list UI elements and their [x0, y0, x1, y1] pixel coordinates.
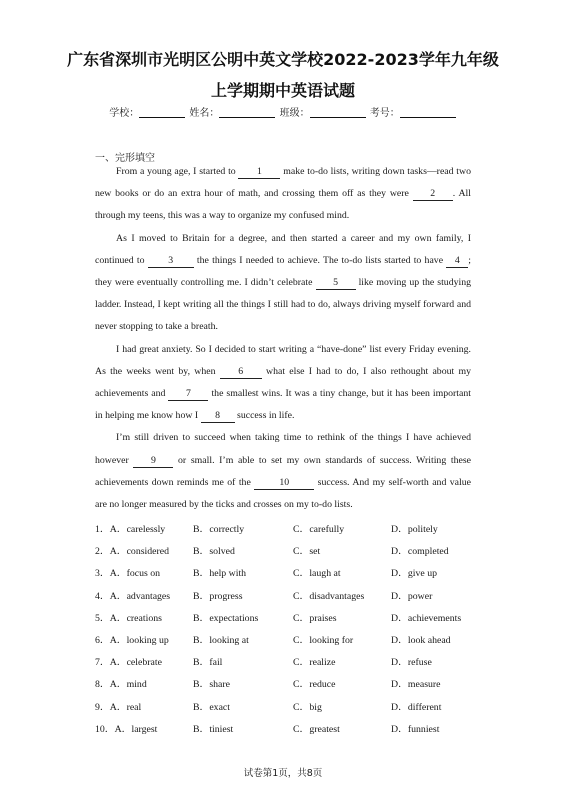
student-info-line — [0, 104, 566, 119]
option-row: 4．A．advantages B．progress C．disadvantages D．power — [95, 586, 475, 608]
exam-number-blank — [400, 107, 456, 118]
option-d[interactable]: D．funniest — [391, 723, 440, 735]
school-blank — [139, 107, 185, 118]
section-heading: 一、完形填空 — [95, 153, 155, 164]
option-b[interactable]: B．fail — [193, 657, 223, 669]
option-row: 5．A．creations B．expectations C．praises D．achievements — [95, 608, 475, 630]
option-b[interactable]: B．correctly — [193, 524, 245, 535]
option-row: 1．A．carelessly B．correctly C．carefully D．politely — [95, 519, 475, 541]
page-footer: 试卷第1页，共8页 — [243, 768, 323, 779]
option-b[interactable]: B．tiniest — [193, 723, 234, 735]
option-a[interactable]: A．carelessly — [109, 524, 166, 535]
option-a[interactable]: A．celebrate — [109, 657, 162, 669]
option-b[interactable]: B．looking at — [193, 634, 249, 646]
option-row: 2．A．considered B．solved C．set D．completed — [95, 541, 475, 563]
option-a[interactable]: A．focus on — [109, 568, 161, 580]
option-d[interactable]: D．achievements — [391, 612, 462, 624]
school-label: 学校： — [109, 108, 140, 119]
option-c[interactable]: C．praises — [293, 612, 337, 624]
paragraph-1: From a young age, I started to 1 make to-do lists, writing down tasks—read two new books or do an extra hour of math, and crossing them off as they were 2 . All through my teens, this was a way to organize my confused mind. — [95, 166, 471, 222]
option-a[interactable]: A．advantages — [109, 590, 171, 602]
option-b[interactable]: B．solved — [193, 546, 235, 558]
option-b[interactable]: B．expectations — [193, 612, 259, 624]
name-blank — [219, 107, 275, 118]
option-row: 3．A．focus on B．help with C．laugh at D．give up — [95, 563, 475, 585]
document-title-line-1: 广东省深圳市光明区公明中英文学校2022-2023学年九年级 — [67, 50, 499, 69]
option-a[interactable]: A．looking up — [109, 634, 169, 646]
option-row: 7．A．celebrate B．fail C．realize D．refuse — [95, 652, 475, 674]
option-a[interactable]: A．real — [109, 701, 142, 713]
option-b[interactable]: B．progress — [193, 590, 243, 602]
blank-3: 3 — [148, 255, 194, 268]
option-d[interactable]: D．different — [391, 701, 442, 713]
option-row: 6．A．looking up B．looking at C．looking for D．look ahead — [95, 630, 475, 652]
option-row: 9．A．real B．exact C．big D．different — [95, 697, 475, 719]
option-c[interactable]: C．greatest — [293, 723, 340, 735]
exam-number-label: 考号： — [369, 108, 400, 119]
option-c[interactable]: C．laugh at — [293, 568, 341, 580]
option-d[interactable]: D．power — [391, 590, 433, 602]
option-a[interactable]: A．mind — [109, 679, 147, 691]
option-row: 10．A．largest B．tiniest C．greatest D．funniest — [95, 719, 475, 741]
blank-10: 10 — [254, 477, 314, 490]
option-c[interactable]: C．looking for — [293, 634, 354, 646]
blank-1: 1 — [238, 166, 280, 179]
option-d[interactable]: D．politely — [391, 524, 438, 535]
option-b[interactable]: B．exact — [193, 701, 230, 713]
blank-2: 2 — [413, 188, 453, 201]
option-a[interactable]: A．creations — [109, 612, 162, 624]
option-b[interactable]: B．share — [193, 679, 231, 691]
class-label: 班级： — [279, 108, 310, 119]
option-c[interactable]: C．big — [293, 701, 322, 713]
option-d[interactable]: D．give up — [391, 568, 437, 580]
option-a[interactable]: A．largest — [114, 723, 158, 735]
paragraph-2: As I moved to Britain for a degree, and then started a career and my own family, I continued to 3 the things I needed to achieve. The to-do lists started to have 4 ; they were eventually controlling me. I didn’t celebrate 5 like moving up the studying ladder. Instead, I kept writing all the things I still had to do, always driving myself forward and never stopping to take a breath. — [95, 232, 472, 333]
option-c[interactable]: C．realize — [293, 657, 336, 669]
answer-options — [95, 519, 475, 741]
blank-5: 5 — [316, 277, 356, 290]
option-d[interactable]: D．completed — [391, 546, 449, 558]
option-d[interactable]: D．measure — [391, 679, 441, 691]
option-d[interactable]: D．refuse — [391, 657, 432, 669]
paragraph-3: I had great anxiety. So I decided to start writing a “have-done” list every Friday evening. As the weeks went by, when 6 what else I had to do, I also rethought about my achievements and 7 the smallest wins. It was a tiny change, but it has been important in helping me know how I 8 success in life. — [95, 343, 472, 422]
blank-9: 9 — [133, 455, 173, 468]
option-b[interactable]: B．help with — [193, 568, 247, 580]
blank-7: 7 — [168, 388, 208, 401]
option-c[interactable]: C．carefully — [293, 524, 345, 535]
document-title-line-2: 上学期期中英语试题 — [210, 81, 355, 100]
option-c[interactable]: C．reduce — [293, 679, 336, 691]
blank-6: 6 — [220, 366, 262, 379]
paragraph-4: I’m still driven to succeed when taking time to rethink of the things I have achieved however 9 or small. I’m able to set my own standards of success. Writing these achievements down reminds me of the 10 success. And my self-worth and value are no longer measured by the ticks and crosses on my to-do lists. — [95, 432, 471, 511]
option-c[interactable]: C．set — [293, 546, 321, 558]
option-d[interactable]: D．look ahead — [391, 634, 451, 646]
option-a[interactable]: A．considered — [109, 546, 170, 558]
option-row: 8．A．mind B．share C．reduce D．measure — [95, 674, 475, 696]
blank-4: 4 — [446, 255, 468, 268]
option-c[interactable]: C．disadvantages — [293, 590, 365, 602]
class-blank — [310, 107, 366, 118]
cloze-passage — [95, 161, 471, 516]
name-label: 姓名： — [189, 108, 220, 119]
blank-8: 8 — [201, 410, 235, 423]
